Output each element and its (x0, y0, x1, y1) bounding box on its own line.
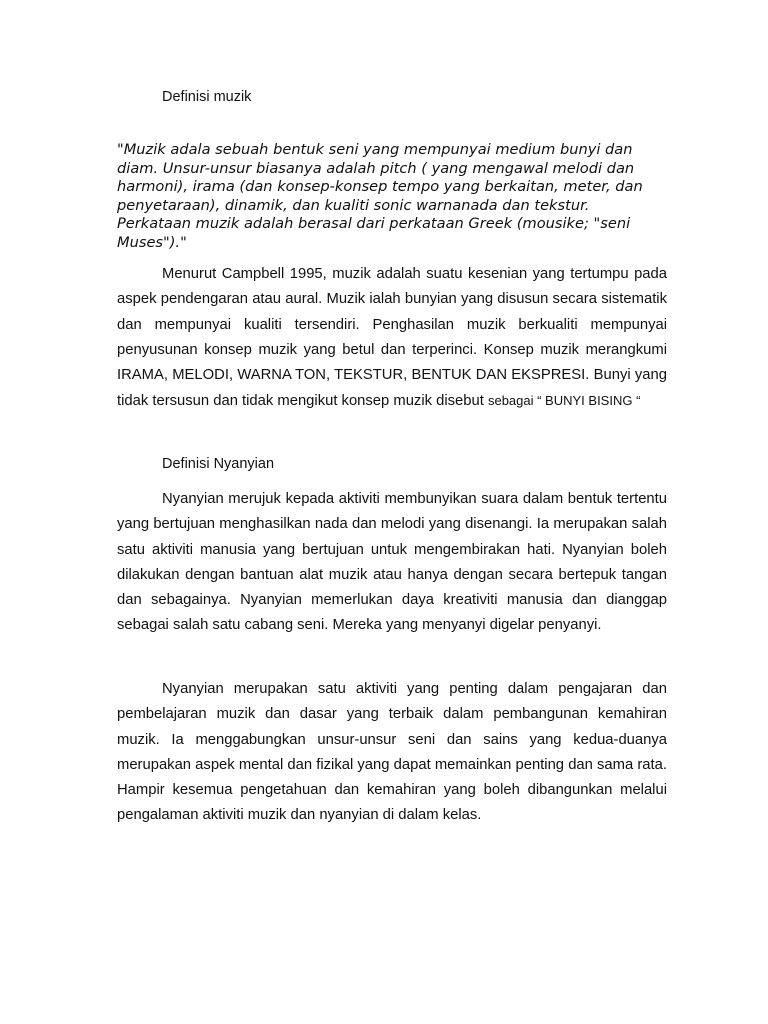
heading-definisi-nyanyian: Definisi Nyanyian (162, 456, 275, 472)
paragraph-campbell-text: Menurut Campbell 1995, muzik adalah suatu kesenian yang tertumpu pada aspek pendengaran atau aural. Muzik ialah bunyian yang disusun secara sistematik dan mempunyai kualiti tersendiri. Penghasilan muzik berkualiti mempunyai penyusunan konsep muzik yang betul dan terperinci. Konsep muzik merangkumi IRAMA, MELODI, WARNA TON, TEKSTUR, BENTUK DAN EKSPRESI. Bunyi yang tidak tersusun dan tidak mengikut konsep muzik disebut (117, 266, 667, 410)
paragraph-nyanyian-2: Nyanyian merupakan satu aktiviti yang penting dalam pengajaran dan pembelajaran muzik dan dasar yang terbaik dalam pembangunan kemahiran muzik. Ia menggabungkan unsur-unsur seni dan sains yang kedua-duanya merupakan aspek mental dan fizikal yang dapat memainkan penting dan sama rata. Hampir kesemua pengetahuan dan kemahiran yang boleh dibangunkan melalui pengalaman aktiviti muzik dan nyanyian di dalam kelas. (117, 681, 667, 824)
paragraph-nyanyian-1: Nyanyian merujuk kepada aktiviti membunyikan suara dalam bentuk tertentu yang bertujuan menghasilkan nada dan melodi yang disenangi. Ia merupakan salah satu aktiviti manusia yang bertujuan untuk mengembirakan hati. Nyanyian boleh dilakukan dengan bantuan alat muzik atau hanya dengan secara bertepuk tangan dan sebagainya. Nyanyian memerlukan daya kreativiti manusia dan dianggap sebagai salah satu cabang seni. Mereka yang menyanyi digelar penyanyi. (117, 491, 667, 634)
paragraph-campbell-tail: sebagai “ BUNYI BISING “ (487, 393, 641, 409)
heading-definisi-muzik: Definisi muzik (162, 89, 252, 105)
paragraph-campbell (117, 262, 667, 415)
quote-muzik-definition: "Muzik adala sebuah bentuk seni yang mempunyai medium bunyi dan diam. Unsur-unsur biasanya adalah pitch ( yang mengawal melodi dan harmoni), irama (dan konsep-konsep tempo yang berkaitan, meter, dan penyetaraan), dinamik, dan kualiti sonic warnanada dan tekstur. Perkataan muzik adalah berasal dari perkataan Greek (mousike; "seni Muses")." (117, 141, 643, 251)
